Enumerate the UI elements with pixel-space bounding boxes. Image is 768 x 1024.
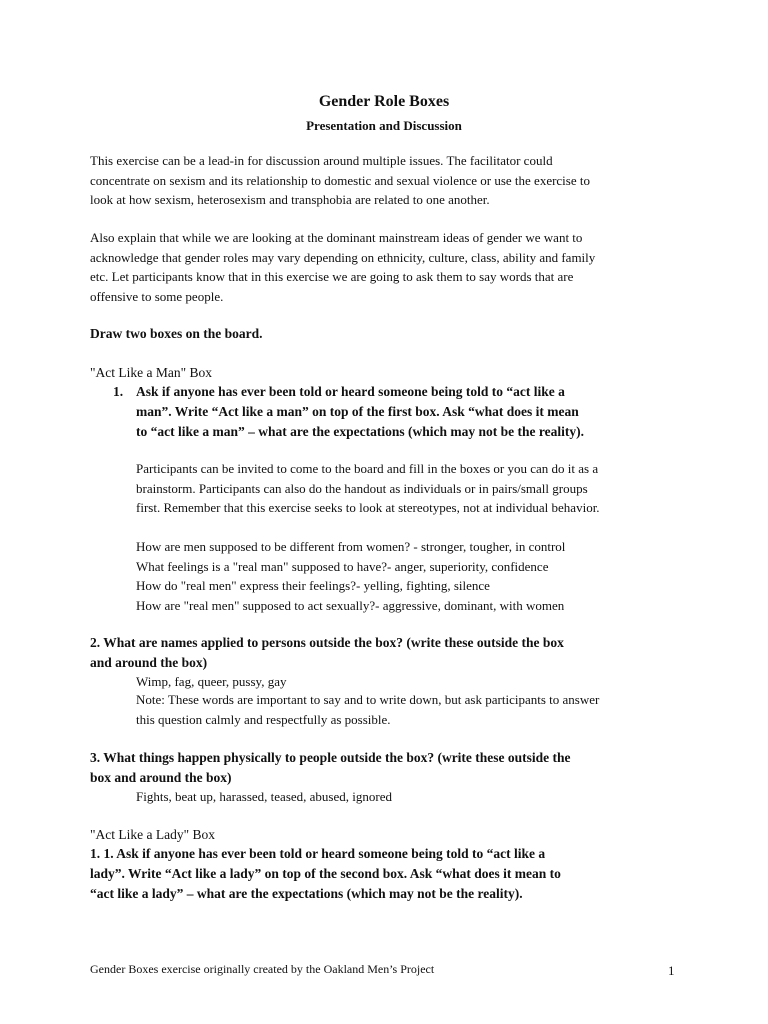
question-2-note xyxy=(136,690,599,729)
intro-paragraph xyxy=(90,151,590,210)
text-line: 2. What are names applied to persons outside the box? (write these outside the box xyxy=(90,635,564,650)
text-line: How are men supposed to be different from women? - stronger, tougher, in control xyxy=(136,539,566,554)
text-line: etc. Let participants know that in this exercise we are going to ask them to say words that are xyxy=(90,269,574,284)
text-line: concentrate on sexism and its relationship to domestic and sexual violence or use the exercise to xyxy=(90,172,590,188)
text-line: lady”. Write “Act like a lady” on top of the second box. Ask “what does it mean to xyxy=(90,866,561,881)
participants-paragraph xyxy=(136,459,600,518)
text-line: to “act like a man” – what are the expectations (which may not be the reality). xyxy=(136,424,584,439)
text-line: Ask if anyone has ever been told or heard someone being told to “act like a xyxy=(136,384,565,399)
text-line: box and around the box) xyxy=(90,770,232,785)
question-3 xyxy=(90,748,571,788)
question-2-answer: Wimp, fag, queer, pussy, gay xyxy=(136,674,287,689)
text-line: This exercise can be a lead-in for discussion around multiple issues. The facilitator could xyxy=(90,153,553,168)
question-3-answer: Fights, beat up, harassed, teased, abused, ignored xyxy=(136,789,392,804)
man-questions xyxy=(136,537,565,615)
text-line: How are "real men" supposed to act sexually?- aggressive, dominant, with women xyxy=(136,597,565,613)
page-subtitle: Presentation and Discussion xyxy=(306,118,462,133)
text-line: How do "real men" express their feelings?- yelling, fighting, silence xyxy=(136,578,490,593)
text-line: Participants can be invited to come to the board and fill in the boxes or you can do it as a xyxy=(136,461,599,476)
text-line: “act like a lady” – what are the expectations (which may not be the reality). xyxy=(90,886,523,901)
text-line: acknowledge that gender roles may vary depending on ethnicity, culture, class, ability and family xyxy=(90,249,596,265)
text-line: look at how sexism, heterosexism and transphobia are related to one another. xyxy=(90,192,490,207)
text-line: Also explain that while we are looking at the dominant mainstream ideas of gender we want to xyxy=(90,230,583,245)
text-line: and around the box) xyxy=(90,655,208,670)
text-line: first. Remember that this exercise seeks to look at stereotypes, not at individual behavior. xyxy=(136,500,600,515)
item-number: 1. xyxy=(113,384,124,399)
page-title: Gender Role Boxes xyxy=(318,93,450,110)
man-box-heading: "Act Like a Man" Box xyxy=(90,365,212,380)
text-line: 3. What things happen physically to people outside the box? (write these outside the xyxy=(90,750,571,765)
text-line: brainstorm. Participants can also do the handout as individuals or in pairs/small groups xyxy=(136,480,588,496)
text-line: 1. 1. Ask if anyone has ever been told or heard someone being told to “act like a xyxy=(90,846,546,861)
text-line: man”. Write “Act like a man” on top of the first box. Ask “what does it mean xyxy=(136,404,579,419)
text-line: Note: These words are important to say and to write down, but ask participants to answer xyxy=(136,692,600,707)
draw-instruction: Draw two boxes on the board. xyxy=(90,326,263,341)
question-2 xyxy=(90,633,564,673)
text-line: What feelings is a "real man" supposed to have?- anger, superiority, confidence xyxy=(136,558,549,574)
page-number: 1 xyxy=(668,963,675,978)
text-line: this question calmly and respectfully as possible. xyxy=(136,711,391,727)
footer-credit: Gender Boxes exercise originally created by the Oakland Men’s Project xyxy=(90,962,435,976)
lady-box-item-1 xyxy=(90,844,561,904)
explain-paragraph xyxy=(90,228,595,306)
lady-box-heading: "Act Like a Lady" Box xyxy=(90,827,215,842)
text-line: offensive to some people. xyxy=(90,288,224,304)
man-box-item-1 xyxy=(136,382,584,442)
